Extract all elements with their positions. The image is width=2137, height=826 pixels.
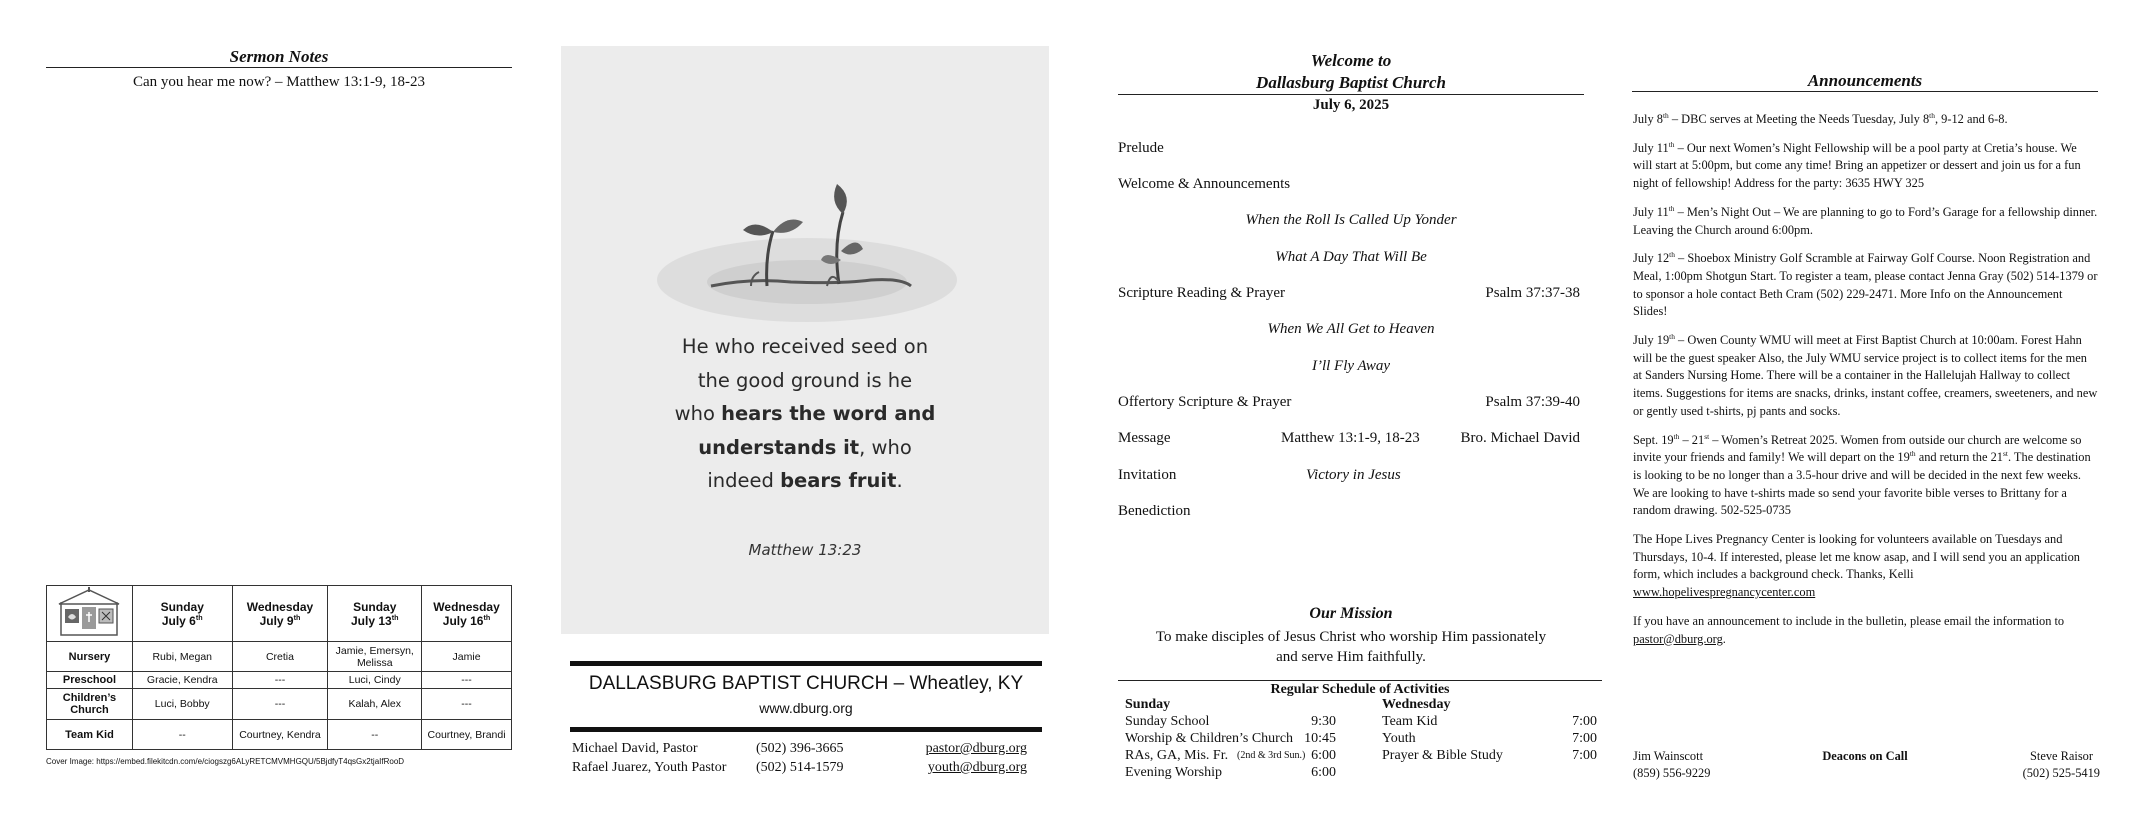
- mission-line-2: and serve Him faithfully.: [1276, 649, 1426, 665]
- schedule-row: [1125, 748, 1336, 765]
- church-website: www.dburg.org: [759, 700, 853, 716]
- hymn-title: When We All Get to Heaven: [1267, 321, 1435, 337]
- staff-name: Rafael Juarez, Youth Pastor: [572, 760, 727, 775]
- quote-line: indeed bears fruit.: [707, 469, 903, 492]
- activity-time: 7:00: [1572, 714, 1597, 729]
- activity-time: 7:00: [1572, 748, 1597, 763]
- quote-line: understands it, who: [698, 435, 912, 459]
- welcome-title: [1118, 50, 1584, 95]
- col-3-date: July 13: [350, 613, 392, 628]
- announcements-list: [1633, 111, 2098, 659]
- table-cell: Jamie, Emersyn, Melissa: [328, 642, 422, 672]
- mission-line-1: To make disciples of Jesus Christ who worship Him passionately: [1155, 629, 1547, 645]
- activity-time: 7:00: [1572, 731, 1597, 746]
- message-reference: Matthew 13:1-9, 18-23: [1281, 430, 1420, 446]
- announcement-item: July 12th – Shoebox Ministry Golf Scramble at Fairway Golf Course. Noon Registration and Meal, 1:00pm Shotgun Start. To register a team, please contact Jenna Gray (502) 514-1379 or to sponsor a hole contact Beth Cram (502) 229-2471. More Info on the Announcement Slides!: [1633, 250, 2098, 319]
- mission-title: Our Mission: [1309, 605, 1393, 622]
- scripture-reference: Psalm 37:37-38: [1485, 285, 1580, 301]
- activity-name: RAs, GA, Mis. Fr.: [1125, 748, 1229, 763]
- table-cell: Rubi, Megan: [132, 642, 232, 672]
- table-row: [47, 720, 512, 750]
- benediction-label: Benediction: [1118, 503, 1191, 519]
- activity-name: Team Kid: [1382, 714, 1438, 729]
- col-2-day: Wednesday: [246, 599, 314, 614]
- col-4-day: Wednesday: [433, 599, 500, 614]
- cover-quote: [561, 330, 1049, 498]
- deacon-right-name: Steve Raisor: [2030, 749, 2093, 763]
- nursery-schedule-table: [46, 585, 512, 750]
- nursery-header-row: [47, 586, 512, 642]
- table-cell: Courtney, Brandi: [422, 720, 512, 750]
- order-item: [1118, 503, 1580, 523]
- service-date: July 6, 2025: [1312, 97, 1390, 113]
- row-label: Preschool: [47, 672, 133, 689]
- announcement-link[interactable]: pastor@dburg.org: [1633, 631, 1723, 646]
- staff-row: [572, 741, 1027, 759]
- activity-time: 6:00: [1311, 765, 1336, 780]
- row-label: Nursery: [47, 642, 133, 672]
- deacon-left-name: Jim Wainscott: [1633, 749, 1704, 763]
- order-item: [1118, 176, 1580, 196]
- col-1-date: July 6: [161, 613, 196, 628]
- announcement-item: Sept. 19th – 21st – Women’s Retreat 2025. Women from outside our church are welcome so invite your friends and family! We will depart on the 19th and return the 21st. The destination is looking to be no longer than a 3.5-hour drive and will be decided in the next few weeks. We are looking to have t-shirts made so send your favorite bible verses to Brittany for a random drawing. 502-525-0735: [1633, 431, 2091, 518]
- message-label: Message: [1118, 430, 1171, 446]
- welcome-label: Welcome & Announcements: [1118, 176, 1291, 192]
- table-cell: --: [132, 720, 232, 750]
- activity-name: Worship & Children’s Church: [1125, 731, 1294, 746]
- activity-name: Prayer & Bible Study: [1382, 748, 1503, 763]
- welcome-line-1: Welcome to: [1310, 51, 1392, 70]
- order-item: [1118, 285, 1580, 305]
- col-3-day: Sunday: [353, 599, 397, 614]
- hymn-title: I’ll Fly Away: [1311, 358, 1391, 374]
- quote-line: He who received seed on: [681, 335, 929, 358]
- col-2-date: July 9: [259, 613, 294, 628]
- table-row: [47, 689, 512, 720]
- nursery-col-4: Wednesday July 16th: [422, 586, 512, 642]
- staff-phone: (502) 514-1579: [756, 760, 844, 775]
- schedule-row: [1125, 714, 1336, 731]
- church-logo: [47, 586, 133, 642]
- scripture-label: Scripture Reading & Prayer: [1118, 285, 1286, 301]
- col-4-date: July 16: [442, 613, 484, 628]
- table-cell: Kalah, Alex: [328, 689, 422, 720]
- table-cell: Courtney, Kendra: [232, 720, 328, 750]
- order-item: [1118, 430, 1580, 450]
- schedule-row: [1125, 765, 1336, 782]
- deacon-right-phone: (502) 525-5419: [2022, 766, 2100, 780]
- table-cell: Cretia: [232, 642, 328, 672]
- church-name: DALLASBURG BAPTIST CHURCH – Wheatley, KY: [588, 673, 1024, 694]
- activity-time: 6:00: [1311, 748, 1336, 763]
- announcement-item: The Hope Lives Pregnancy Center is looking for volunteers available on Tuesdays and Thursdays, 10-4. If interested, please let me know asap, and I will send you an application form, which includes a background check. Thanks, Kelli www.hopelivespregnancycenter.com: [1633, 532, 2080, 600]
- schedule-row: [1382, 731, 1597, 748]
- church-logo-icon: [55, 587, 123, 637]
- divider: [570, 727, 1042, 732]
- schedule-row: [1382, 714, 1597, 731]
- hymn-title: When the Roll Is Called Up Yonder: [1245, 212, 1457, 228]
- mission-statement: [1118, 627, 1584, 667]
- announcement-item: July 19th – Owen County WMU will meet at First Baptist Church at 10:00am. Forest Hahn will be the guest speaker Also, the July WMU service project is to collect items for the men at Sanders Nursing Home. There will be a container in the Hallelujah Hallway to collect items. Suggestions for items are snacks, drinks, instant coffee, creamers, sweeteners, and new or gently used t-shirts, pj pants and socks.: [1633, 331, 2098, 418]
- table-row: [47, 642, 512, 672]
- order-item: [1118, 140, 1580, 160]
- invitation-hymn: Victory in Jesus: [1306, 467, 1401, 483]
- prelude-label: Prelude: [1118, 140, 1164, 156]
- schedule-title: Regular Schedule of Activities: [1118, 680, 1602, 698]
- deacon-left-phone: (859) 556-9229: [1633, 766, 1711, 780]
- table-cell: ---: [422, 672, 512, 689]
- staff-row: [572, 760, 1027, 778]
- order-item: [1118, 394, 1580, 414]
- activity-time: 9:30: [1311, 714, 1336, 729]
- cover-reference: Matthew 13:23: [748, 541, 862, 559]
- col-1-day: Sunday: [160, 599, 204, 614]
- table-cell: Luci, Cindy: [328, 672, 422, 689]
- announcement-link[interactable]: www.hopelivespregnancycenter.com: [1633, 585, 1816, 600]
- divider: [570, 661, 1042, 666]
- deacons-on-call-label: Deacons on Call: [1822, 749, 1908, 763]
- table-cell: ---: [422, 689, 512, 720]
- announcement-item: July 11th – Men’s Night Out – We are planning to go to Ford’s Garage for a fellowship dinner. Leaving the Church around 6:00pm.: [1633, 203, 2098, 237]
- offertory-reference: Psalm 37:39-40: [1485, 394, 1580, 410]
- activity-time: 10:45: [1304, 731, 1336, 746]
- staff-email-link[interactable]: pastor@dburg.org: [925, 741, 1027, 756]
- quote-line: the good ground is he: [697, 368, 913, 392]
- schedule-sunday-heading: Sunday: [1125, 697, 1171, 712]
- activity-name: Evening Worship: [1125, 765, 1222, 780]
- table-cell: Gracie, Kendra: [132, 672, 232, 689]
- schedule-row: [1125, 731, 1336, 748]
- staff-name: Michael David, Pastor: [572, 741, 698, 756]
- announcement-item: July 11th – Our next Women’s Night Fellowship will be a pool party at Cretia’s house. We will start at 5:00pm, but come any time! Bring an appetizer or dessert and join us for a fun night of fellowship! Address for the party: 3635 HWY 325: [1633, 139, 2081, 191]
- cover-image-credit: Cover Image: https://embed.filekitcdn.com/e/ciogszg6ALyRETCMVMHGQU/5BjdfyT4qsGx2tjaIfRooD: [46, 757, 405, 766]
- table-cell: Jamie: [422, 642, 512, 672]
- offertory-label: Offertory Scripture & Prayer: [1118, 394, 1292, 410]
- row-label: Children’s Church: [47, 689, 133, 720]
- quote-line: who hears the word and: [674, 402, 936, 425]
- activity-note: (2nd & 3rd Sun.): [1237, 750, 1306, 761]
- sermon-notes-title: Sermon Notes: [46, 47, 512, 68]
- nursery-col-1: Sunday July 6th: [132, 586, 232, 642]
- announcements-title: Announcements: [1632, 71, 2098, 92]
- hymn-title: What A Day That Will Be: [1275, 249, 1427, 265]
- welcome-line-2: Dallasburg Baptist Church: [1256, 73, 1446, 92]
- activity-name: Youth: [1382, 731, 1416, 746]
- table-cell: --: [328, 720, 422, 750]
- schedule-wednesday-heading: Wednesday: [1382, 697, 1451, 712]
- nursery-col-2: Wednesday July 9th: [232, 586, 328, 642]
- nursery-col-3: Sunday July 13th: [328, 586, 422, 642]
- staff-phone: (502) 396-3665: [756, 741, 844, 756]
- activity-name: Sunday School: [1125, 714, 1210, 729]
- order-item: [1118, 467, 1580, 487]
- table-cell: ---: [232, 672, 328, 689]
- sermon-subtitle: Can you hear me now? – Matthew 13:1-9, 18-23: [132, 74, 426, 90]
- staff-email-link[interactable]: youth@dburg.org: [927, 760, 1027, 775]
- schedule-row: [1382, 748, 1597, 765]
- table-row: [47, 672, 512, 689]
- announcement-item: July 8th – DBC serves at Meeting the Needs Tuesday, July 8th, 9-12 and 6-8.: [1633, 110, 2008, 126]
- invitation-label: Invitation: [1118, 467, 1177, 483]
- message-speaker: Bro. Michael David: [1460, 430, 1580, 446]
- row-label: Team Kid: [47, 720, 133, 750]
- table-cell: ---: [232, 689, 328, 720]
- announcement-item: If you have an announcement to include in the bulletin, please email the information to pastor@dburg.org.: [1633, 613, 2065, 646]
- table-cell: Luci, Bobby: [132, 689, 232, 720]
